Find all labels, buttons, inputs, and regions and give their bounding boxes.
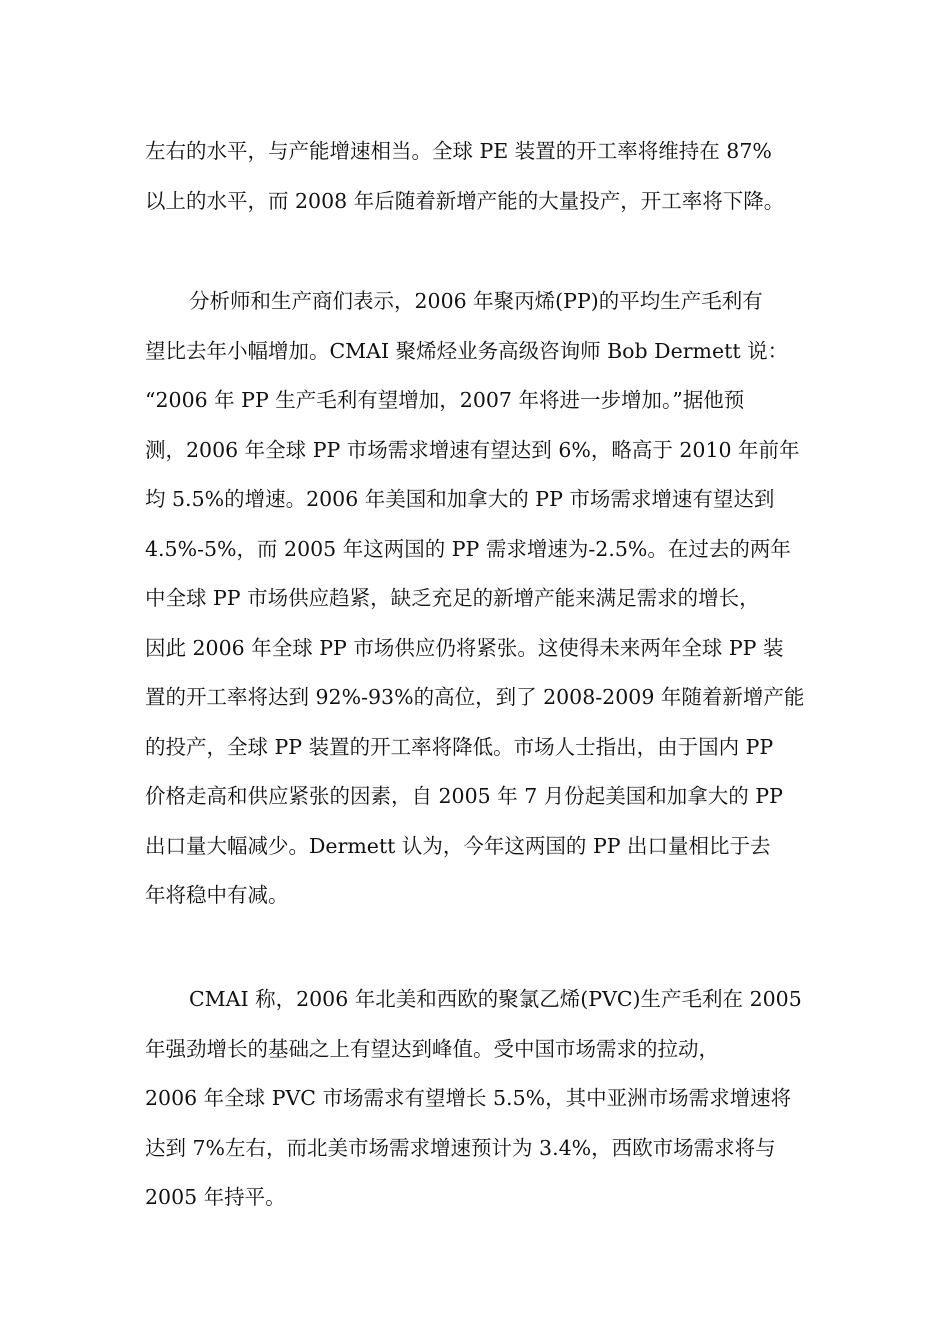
text-line: 2005 年持平。 (145, 1185, 286, 1209)
text-line: 年强劲增长的基础之上有望达到峰值。受中国市场需求的拉动， (145, 1036, 719, 1061)
text-line: 2006 年全球 PVC 市场需求有望增长 5.5%，其中亚洲市场需求增速将 (145, 1086, 792, 1110)
text-line: 左右的水平，与产能增速相当。全球 PE 装置的开工率将维持在 87% (145, 139, 772, 163)
text-line: 的投产，全球 PP 装置的开工率将降低。市场人士指出，由于国内 PP (145, 734, 774, 759)
text-line: CMAI 称，2006 年北美和西欧的聚氯乙烯(PVC)生产毛利在 2005 (189, 987, 802, 1011)
text-line: “2006 年 PP 生产毛利有望增加，2007 年将进一步增加。”据他预 (145, 388, 745, 412)
text-line: 测，2006 年全球 PP 市场需求增速有望达到 6%，略高于 2010 年前年 (145, 437, 800, 462)
text-line: 中全球 PP 市场供应趋紧，缺乏充足的新增产能来满足需求的增长， (145, 586, 760, 610)
text-line: 4.5%-5%，而 2005 年这两国的 PP 需求增速为-2.5%。在过去的两年 (145, 536, 791, 561)
text-line: 价格走高和供应紧张的因素，自 2005 年 7 月份起美国和加拿大的 PP (145, 784, 783, 808)
text-line: 出口量大幅减少。Dermett 认为，今年这两国的 PP 出口量相比于去 (145, 833, 771, 858)
paragraph-pvc-margins (145, 975, 817, 1223)
text-line: 置的开工率将达到 92%-93%的高位，到了 2008-2009 年随着新增产能 (145, 685, 805, 709)
paragraph-pp-margins (145, 277, 817, 921)
text-line: 分析师和生产商们表示，2006 年聚丙烯(PP)的平均生产毛利有 (189, 289, 763, 313)
text-line: 望比去年小幅增加。CMAI 聚烯烃业务高级咨询师 Bob Dermett 说： (145, 338, 789, 363)
text-line: 年将稳中有减。 (145, 883, 289, 907)
text-line: 均 5.5%的增速。2006 年美国和加拿大的 PP 市场需求增速有望达到 (145, 487, 775, 511)
paragraph-pe-operating-rate (145, 127, 817, 226)
text-line: 达到 7%左右，而北美市场需求增速预计为 3.4%，西欧市场需求将与 (145, 1135, 776, 1160)
text-line: 以上的水平，而 2008 年后随着新增产能的大量投产，开工率将下降。 (145, 188, 785, 213)
text-line: 因此 2006 年全球 PP 市场供应仍将紧张。这使得未来两年全球 PP 装 (145, 635, 784, 660)
